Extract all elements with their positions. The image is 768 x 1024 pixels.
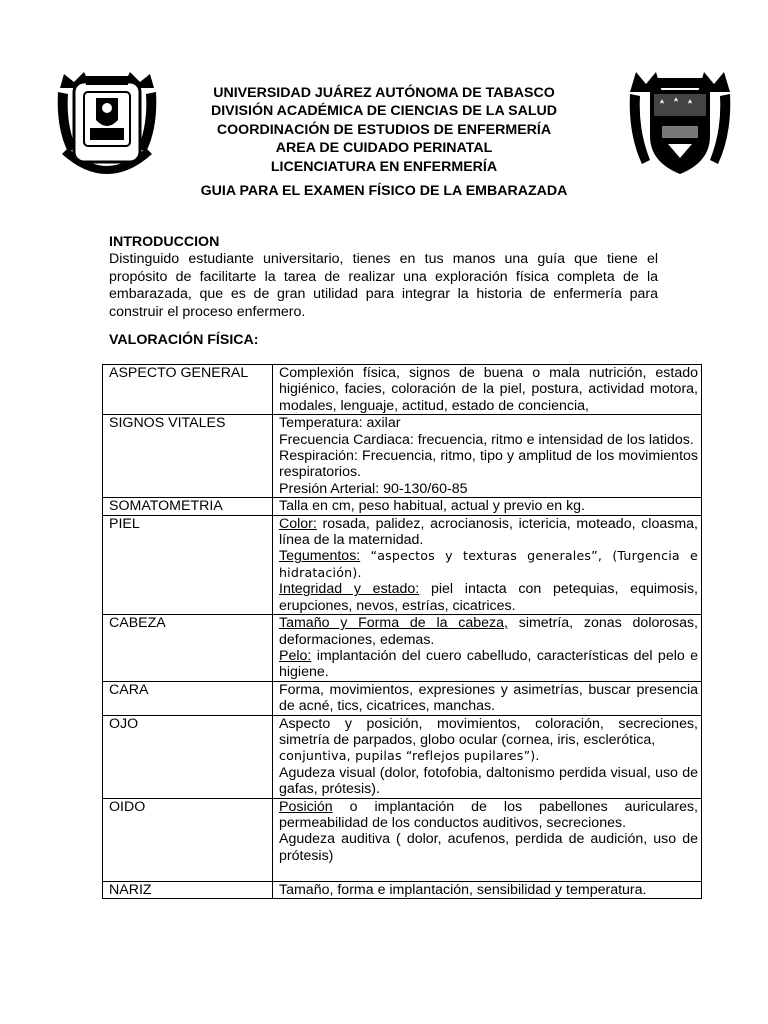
university-seal-logo	[54, 68, 160, 176]
integridad-text: piel intacta con petequias, equimosis, erupciones, nevos, estrías, cicatrices.	[279, 581, 698, 614]
hearing-acuity-line: Agudeza auditiva ( dolor, acufenos, perdida de audición, uso de prótesis)	[279, 831, 698, 864]
valoracion-heading: VALORACIÓN FÍSICA:	[109, 332, 259, 348]
row-label: CABEZA	[103, 615, 273, 682]
row-label: OIDO	[103, 798, 273, 881]
row-description	[273, 415, 702, 498]
visual-acuity-line: Agudeza visual (dolor, fotofobia, daltonismo perdida visual, uso de gafas, prótesis).	[279, 764, 698, 798]
respiration-line: Respiración: Frecuencia, ritmo, tipo y amplitud de los movimientos respiratorios.	[279, 448, 698, 481]
header-line-coordination: COORDINACIÓN DE ESTUDIOS DE ENFERMERÍA	[216, 121, 552, 138]
row-description: Talla en cm, peso habitual, actual y previo en kg.	[273, 498, 702, 515]
row-description	[273, 715, 702, 798]
heart-rate-line: Frecuencia Cardiaca: frecuencia, ritmo e intensidad de los latidos.	[279, 431, 694, 448]
table-row	[103, 415, 702, 498]
physical-exam-table	[102, 364, 702, 899]
guide-title: GUIA PARA EL EXAMEN FÍSICO DE LA EMBARAZADA	[200, 183, 568, 199]
row-label: SOMATOMETRIA	[103, 498, 273, 515]
tegumentos-text: “aspectos y texturas generales”, (Turgencia e hidratación).	[279, 548, 698, 580]
intro-heading: INTRODUCCION	[109, 234, 220, 250]
row-description	[273, 515, 702, 614]
row-description: Tamaño, forma e implantación, sensibilidad y temperatura.	[273, 881, 702, 898]
table-row	[103, 365, 702, 415]
row-label: NARIZ	[103, 881, 273, 898]
tegumentos-label: Tegumentos:	[279, 548, 361, 565]
ear-position-label: Posición	[279, 798, 333, 815]
blood-pressure-line: Presión Arterial: 90-130/60-85	[279, 480, 468, 497]
table-row	[103, 498, 702, 515]
table-row	[103, 615, 702, 682]
institution-header	[150, 84, 618, 176]
header-line-area: AREA DE CUIDADO PERINATAL	[275, 140, 493, 157]
row-description	[273, 798, 702, 881]
color-text: rosada, palidez, acrocianosis, ictericia, moteado, cloasma, línea de la maternidad.	[279, 515, 698, 549]
table-row	[103, 515, 702, 614]
integridad-label: Integridad y estado:	[279, 581, 420, 598]
temperature-line: Temperatura: axilar	[279, 415, 401, 432]
row-description: Complexión física, signos de buena o mala nutrición, estado higiénico, facies, coloración de la piel, postura, actividad motora, modales, lenguaje, actitud, estado de conciencia,	[273, 365, 702, 415]
header-line-degree: LICENCIATURA EN ENFERMERÍA	[270, 158, 498, 175]
header-line-division: DIVISIÓN ACADÉMICA DE CIENCIAS DE LA SALUD	[210, 103, 558, 120]
ear-position-text: o implantación de los pabellones auriculares, permeabilidad de los conductos auditivos, secreciones.	[279, 798, 698, 831]
row-label: OJO	[103, 715, 273, 798]
table-row	[103, 798, 702, 881]
color-label: Color:	[279, 515, 317, 532]
eye-conjunctiva-line: conjuntiva, pupilas “reflejos pupilares”).	[279, 748, 540, 764]
hair-label: Pelo:	[279, 647, 312, 664]
row-label: PIEL	[103, 515, 273, 614]
table-row	[103, 715, 702, 798]
eye-aspect-line: Aspecto y posición, movimientos, coloración, secreciones, simetría de parpados, globo ocular (cornea, iris, esclerótica,	[279, 715, 698, 748]
row-description: Forma, movimientos, expresiones y asimetrías, buscar presencia de acné, tics, cicatrices, manchas.	[273, 681, 702, 715]
table-row	[103, 881, 702, 898]
head-shape-text: simetría, zonas dolorosas, deformaciones, edemas.	[279, 615, 698, 648]
dacs-shield-logo	[628, 70, 732, 184]
hair-text: implantación del cuero cabelludo, características del pelo e higiene.	[279, 647, 698, 681]
row-description	[273, 615, 702, 682]
row-label: ASPECTO GENERAL	[103, 365, 273, 415]
head-shape-label: Tamaño y Forma de la cabeza,	[279, 615, 508, 632]
row-label: SIGNOS VITALES	[103, 415, 273, 498]
row-label: CARA	[103, 681, 273, 715]
table-row	[103, 681, 702, 715]
header-line-university: UNIVERSIDAD JUÁREZ AUTÓNOMA DE TABASCO	[213, 85, 555, 101]
intro-paragraph: Distinguido estudiante universitario, tienes en tus manos una guía que tiene el propósito de facilitarte la tarea de realizar una exploración física completa de la embarazada, que es de gran utilidad para integrar la historia de enfermería para construir el proceso enfermero.	[109, 251, 658, 320]
